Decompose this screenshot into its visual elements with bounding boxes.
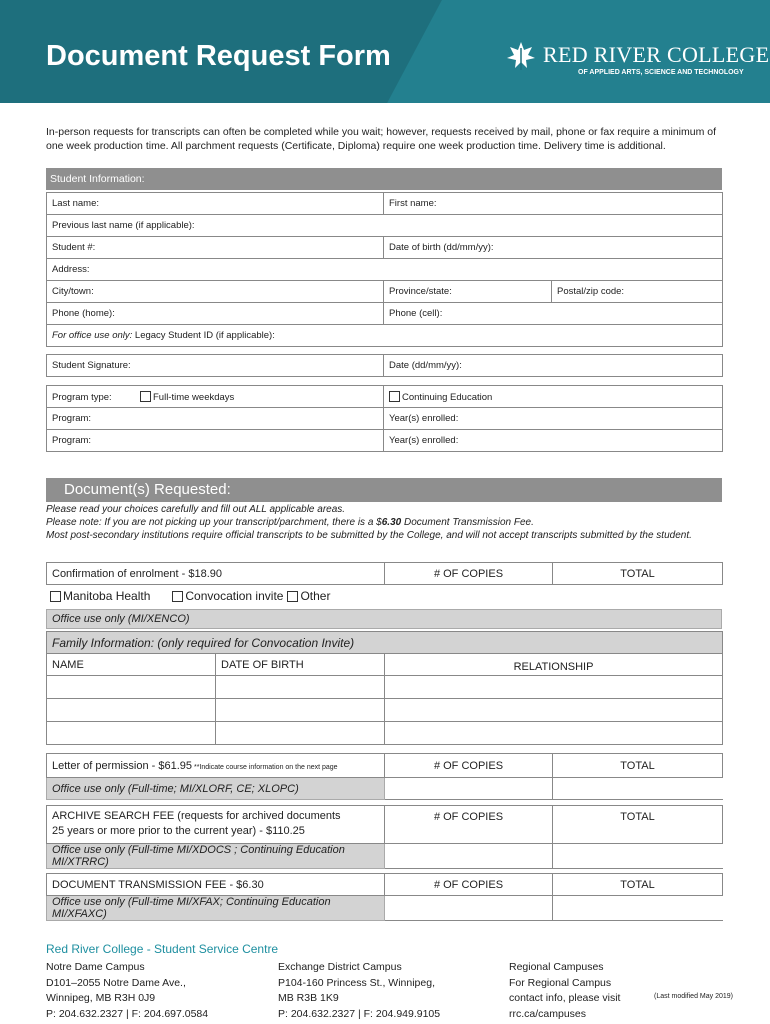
last-name-field[interactable]: Last name:: [47, 193, 384, 215]
permission-office-use: Office use only (Full-time; MI/XLORF, CE; XLOPC): [47, 778, 385, 800]
family-row-2-dob[interactable]: [216, 699, 385, 722]
page-title: Document Request Form: [46, 40, 391, 72]
family-heading: Family Information: (only required for Convocation Invite): [47, 632, 723, 654]
enrolment-options: [50, 589, 330, 603]
phone-cell-field[interactable]: Phone (cell):: [384, 303, 723, 325]
transmission-total[interactable]: TOTAL: [553, 874, 723, 896]
footer-title: Red River College - Student Service Centre: [46, 942, 279, 956]
enrolment-table: [46, 562, 723, 585]
transmission-label: DOCUMENT TRANSMISSION FEE - $6.30: [47, 874, 385, 896]
family-row-3-relationship[interactable]: [385, 722, 723, 745]
transmission-copies[interactable]: # OF COPIES: [385, 874, 553, 896]
documents-notes: [46, 503, 722, 542]
address-field[interactable]: Address:: [47, 259, 723, 281]
other-checkbox[interactable]: [287, 591, 298, 602]
office-use-label: For office use only:: [52, 330, 133, 341]
exchange-district-campus: Exchange District Campus P104-160 Princess St., Winnipeg, MB R3B 1K9 P: 204.632.2327 | F: 204.949.9105: [278, 961, 441, 1020]
family-col-dob: DATE OF BIRTH: [216, 654, 385, 676]
enrolment-office-table: [46, 609, 722, 629]
student-info-heading: Student Information:: [46, 168, 722, 190]
program-2-field[interactable]: Program:: [47, 430, 384, 452]
documents-heading: Document(s) Requested:: [46, 478, 722, 502]
legacy-id-label: Legacy Student ID (if applicable):: [132, 330, 275, 341]
family-row-3-dob[interactable]: [216, 722, 385, 745]
permission-copies[interactable]: # OF COPIES: [385, 754, 553, 778]
convocation-checkbox[interactable]: [172, 591, 183, 602]
program-table: [46, 385, 723, 452]
archive-label: ARCHIVE SEARCH FEE (requests for archived documents 25 years or more prior to the current year) - $110.25: [47, 806, 385, 844]
office-legacy-id-field[interactable]: [47, 325, 723, 347]
note-3: Most post-secondary institutions require official transcripts to be submitted by the College, and will not accept transcripts submitted by the student.: [46, 530, 692, 541]
student-info-table: [46, 192, 723, 347]
signature-field[interactable]: Student Signature:: [47, 355, 384, 377]
logo-subtitle: OF APPLIED ARTS, SCIENCE AND TECHNOLOGY: [578, 69, 744, 76]
fulltime-checkbox[interactable]: [140, 391, 151, 402]
family-row-2-name[interactable]: [47, 699, 216, 722]
family-row-1-relationship[interactable]: [385, 676, 723, 699]
permission-note: **Indicate course information on the next page: [192, 763, 338, 771]
enrolment-total[interactable]: TOTAL: [553, 563, 723, 585]
permission-total[interactable]: TOTAL: [553, 754, 723, 778]
permission-table: [46, 753, 723, 800]
logo-name: RED RIVER COLLEGE: [543, 42, 770, 67]
family-row-2-relationship[interactable]: [385, 699, 723, 722]
province-field[interactable]: Province/state:: [384, 281, 552, 303]
header-banner: [0, 0, 770, 103]
years-1-field[interactable]: Year(s) enrolled:: [384, 408, 723, 430]
other-label: Other: [300, 589, 331, 603]
manitoba-health-checkbox[interactable]: [50, 591, 61, 602]
continuing-cell: [384, 386, 723, 408]
first-name-field[interactable]: First name:: [384, 193, 723, 215]
campuses-link[interactable]: rrc.ca/campuses: [509, 1007, 587, 1020]
notre-dame-campus: Notre Dame Campus D101–2055 Notre Dame Ave., Winnipeg, MB R3H 0J9 P: 204.632.2327 | F: 204.697.0584: [46, 961, 209, 1020]
phone-home-field[interactable]: Phone (home):: [47, 303, 384, 325]
student-number-field[interactable]: Student #:: [47, 237, 384, 259]
intro-paragraph: In-person requests for transcripts can often be completed while you wait; however, requests received by mail, phone or fax require a minimum of one week production time. All parchment requests (Certificate, Diploma) require one week production time. Delivery time is additional.: [46, 126, 716, 152]
family-col-name: NAME: [47, 654, 216, 676]
previous-last-name-field[interactable]: Previous last name (if applicable):: [47, 215, 723, 237]
family-table: [46, 631, 723, 745]
note-1: Please read your choices carefully and fill out ALL applicable areas.: [46, 504, 346, 515]
program-type-cell: [47, 386, 384, 408]
family-row-3-name[interactable]: [47, 722, 216, 745]
continuing-checkbox[interactable]: [389, 391, 400, 402]
enrolment-copies[interactable]: # OF COPIES: [385, 563, 553, 585]
archive-total[interactable]: TOTAL: [553, 806, 723, 844]
family-row-1-dob[interactable]: [216, 676, 385, 699]
archive-copies[interactable]: # OF COPIES: [385, 806, 553, 844]
leaf-logo-icon: [505, 40, 537, 72]
enrolment-label: Confirmation of enrolment - $18.90: [47, 563, 385, 585]
archive-table: [46, 805, 723, 869]
dob-field[interactable]: Date of birth (dd/mm/yy):: [384, 237, 723, 259]
transmission-table: [46, 873, 723, 921]
signature-date-field[interactable]: Date (dd/mm/yy):: [384, 355, 723, 377]
years-2-field[interactable]: Year(s) enrolled:: [384, 430, 723, 452]
enrolment-office-use: Office use only (MI/XENCO): [47, 610, 722, 629]
program-1-field[interactable]: Program:: [47, 408, 384, 430]
family-col-relationship: RELATIONSHIP: [385, 654, 723, 676]
postal-field[interactable]: Postal/zip code:: [552, 281, 723, 303]
family-row-1-name[interactable]: [47, 676, 216, 699]
transmission-office-use: Office use only (Full-time MI/XFAX; Continuing Education MI/XFAXC): [47, 896, 385, 921]
program-type-label: Program type:: [52, 391, 112, 403]
city-field[interactable]: City/town:: [47, 281, 384, 303]
regional-campuses: Regional Campuses For Regional Campus contact info, please visit rrc.ca/campuses: [509, 960, 620, 1022]
signature-table: [46, 354, 723, 377]
continuing-label: Continuing Education: [402, 391, 493, 403]
manitoba-health-label: Manitoba Health: [63, 589, 151, 603]
last-modified: (Last modified May 2019): [654, 993, 733, 1000]
archive-office-use: Office use only (Full-time MI/XDOCS ; Continuing Education MI/XTRRC): [47, 844, 385, 869]
convocation-label: Convocation invite: [185, 589, 284, 603]
permission-label: Letter of permission - $61.95 **Indicate course information on the next page: [47, 754, 385, 778]
fulltime-label: Full-time weekdays: [153, 391, 235, 403]
note-2: Please note: If you are not picking up your transcript/parchment, there is a $6.30 Document Transmission Fee.: [46, 517, 534, 528]
